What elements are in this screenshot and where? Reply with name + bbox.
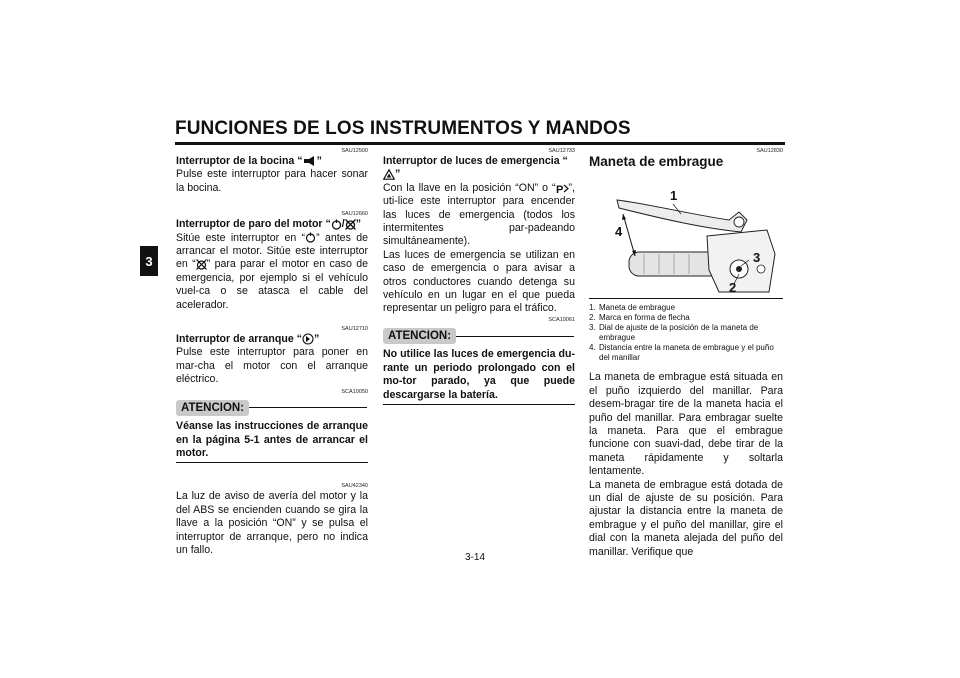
parking-key-icon	[556, 183, 569, 194]
hazard-switch-text-1: Con la llave en la posición “ON” o “ P ”, uti-lice este interruptor para encender las luces de emergencia (todos los intermitentes par-padeando simultáneamente).	[383, 181, 575, 248]
diagram-rule	[589, 298, 783, 299]
section-code: SAU42340	[341, 483, 368, 490]
diagram-captions	[589, 303, 783, 363]
starter-switch-heading: Interruptor de arranque “ ”	[176, 333, 320, 346]
svg-text:P: P	[555, 183, 563, 194]
clutch-lever-heading: Maneta de embrague	[589, 154, 724, 169]
caution-label: ATENCION:	[383, 328, 456, 344]
caution-rule	[456, 336, 574, 337]
label-2: 2	[729, 280, 737, 296]
section-code: SAU12500	[341, 148, 368, 154]
section-code: SAU12830	[756, 148, 783, 154]
starter-icon	[302, 333, 314, 345]
horn-icon	[303, 156, 317, 166]
caption-item: 2. Marca en forma de flecha	[589, 313, 690, 323]
caption-item: 4. Distancia entre la maneta de embrague y el puño del manillar	[589, 343, 774, 363]
column-2	[383, 148, 575, 405]
section-code: SAU12733	[548, 148, 575, 154]
section-code: SAU12710	[341, 326, 368, 333]
caution-label: ATENCION:	[176, 400, 249, 416]
hazard-switch-heading: Interruptor de luces de emergencia “”	[383, 155, 568, 181]
column-3	[589, 148, 783, 559]
horn-switch-heading: Interruptor de la bocina “ ”	[176, 155, 322, 167]
caution-rule	[249, 407, 367, 408]
caution-block	[176, 400, 368, 416]
clutch-text-2: La maneta de embrague está dotada de un dial de ajuste de su posición. Para ajustar la distancia entre la maneta de embrague y el puño del manillar, gire el dial con la maneta alejada del puño del manillar. Verifique que	[589, 478, 783, 558]
engine-stop-icon	[345, 219, 356, 230]
hazard-switch-text-2: Las luces de emergencia se utilizan en caso de emergencia o para avisar a otros conductores cuando detenga su vehículo en un lugar en el que pueda representar un peligro para el tráfico.	[383, 248, 575, 315]
label-3: 3	[753, 250, 761, 266]
engine-stop-switch-heading: Interruptor de paro del motor “ / ”	[176, 218, 362, 231]
caution-block	[383, 328, 575, 344]
caption-item: 1. Maneta de embrague	[589, 303, 676, 313]
horn-switch-text: Pulse este interruptor para hacer sonar la bocina.	[176, 168, 368, 194]
header-rule	[175, 142, 785, 145]
page-title: FUNCIONES DE LOS INSTRUMENTOS Y MANDOS	[175, 118, 631, 139]
column-1	[176, 148, 368, 557]
caution-code: SCA10050	[341, 388, 368, 395]
section-code: SAU12660	[341, 211, 368, 218]
label-1: 1	[670, 188, 678, 204]
caution-code: SCA10061	[548, 316, 575, 323]
clutch-text-1: La maneta de embrague está situada en el puño izquierdo del manillar. Para desem-bragar tire de la maneta hacia el puño del manillar. Para embragar suelte la maneta. Para que el embrague funcione con suavi-dad, debe tirar de la maneta rápidamente y soltarla lentamente.	[589, 371, 783, 478]
caution-text: No utilice las luces de emergencia du-rante un periodo prolongado con el mo-tor parado, ya que puede descargarse la batería.	[383, 348, 575, 401]
caution-end-rule	[383, 404, 575, 405]
engine-run-icon	[331, 219, 342, 230]
chapter-tab: 3	[140, 246, 158, 276]
page-number: 3-14	[465, 552, 486, 563]
clutch-lever-diagram	[589, 174, 783, 296]
caption-item: 3. Dial de ajuste de la posición de la maneta de embrague	[589, 323, 759, 343]
engine-stop-icon	[196, 259, 207, 270]
engine-run-icon	[305, 232, 316, 243]
label-4: 4	[615, 224, 623, 240]
lever-housing	[707, 230, 775, 292]
engine-stop-switch-text: Sitúe este interruptor en “ ” antes de arrancar el motor. Sitúe este interruptor en “ ” para parar el motor en caso de emergencia, por ejemplo si el vehículo vuel-ca o se atasca el cable del acelerador.	[176, 231, 368, 311]
warning-lights-text: La luz de aviso de avería del motor y la del ABS se encienden cuando se gira la llave a la posición “ON” y se pulsa el interruptor de arranque, pero no indica un fallo.	[176, 490, 368, 556]
hazard-icon	[383, 169, 395, 180]
caution-text: Véanse las instrucciones de arranque en la página 5-1 antes de arrancar el motor.	[176, 420, 368, 459]
caution-end-rule	[176, 462, 368, 463]
page-header	[175, 118, 785, 145]
starter-switch-text: Pulse este interruptor para poner en mar-cha el motor con el arranque eléctrico.	[176, 346, 368, 386]
